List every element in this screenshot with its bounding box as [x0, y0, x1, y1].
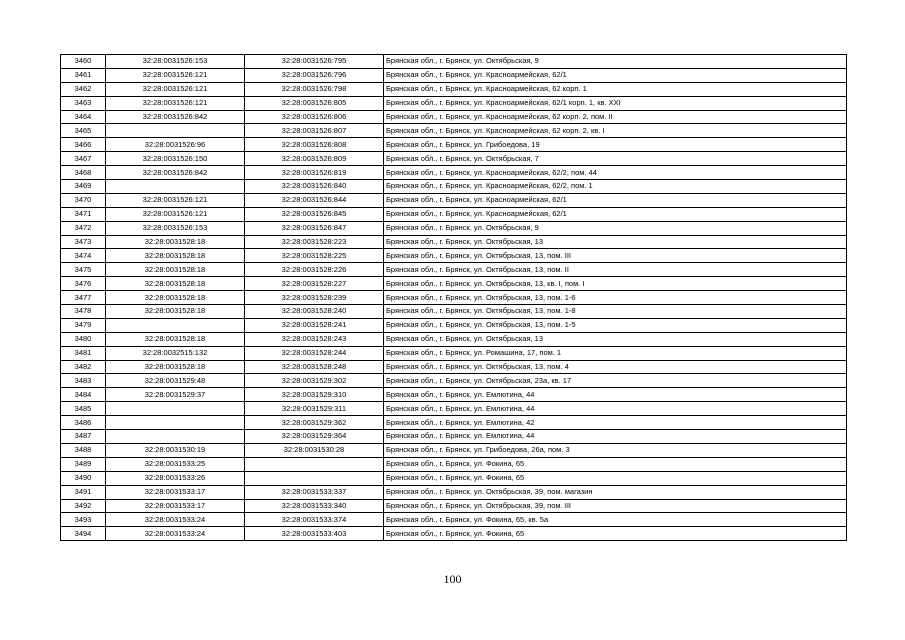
- table-row: [61, 360, 847, 374]
- table-row: [61, 235, 847, 249]
- table-row: [61, 332, 847, 346]
- building-cadastral-number-cell: 32:28:0031526:845: [245, 207, 384, 221]
- table-row: [61, 138, 847, 152]
- address-cell: Брянская обл., г. Брянск, ул. Ромашина, 17, пом. 1: [384, 346, 847, 360]
- building-cadastral-number-cell: 32:28:0031529:362: [245, 416, 384, 430]
- building-cadastral-number-cell: 32:28:0031526:840: [245, 180, 384, 194]
- building-cadastral-number-cell: 32:28:0031528:226: [245, 263, 384, 277]
- table-row: [61, 124, 847, 138]
- table-row: [61, 443, 847, 457]
- land-cadastral-number-cell: 32:28:0031526:121: [106, 82, 245, 96]
- land-cadastral-number-cell: 32:28:0031533:26: [106, 471, 245, 485]
- table-row: [61, 318, 847, 332]
- building-cadastral-number-cell: 32:28:0031533:374: [245, 513, 384, 527]
- table-row: [61, 180, 847, 194]
- table-row: [61, 221, 847, 235]
- row-number-cell: 3490: [61, 471, 106, 485]
- row-number-cell: 3473: [61, 235, 106, 249]
- table-row: [61, 402, 847, 416]
- building-cadastral-number-cell: 32:28:0031530:28: [245, 443, 384, 457]
- building-cadastral-number-cell: [245, 471, 384, 485]
- building-cadastral-number-cell: 32:28:0031528:244: [245, 346, 384, 360]
- table-row: [61, 152, 847, 166]
- address-cell: Брянская обл., г. Брянск, ул. Октябрьская, 13: [384, 332, 847, 346]
- land-cadastral-number-cell: 32:28:0031533:17: [106, 485, 245, 499]
- row-number-cell: 3464: [61, 110, 106, 124]
- address-cell: Брянская обл., г. Брянск, ул. Красноармейская, 62 корп. 2, пом. II: [384, 110, 847, 124]
- row-number-cell: 3491: [61, 485, 106, 499]
- table-row: [61, 499, 847, 513]
- table-row: [61, 471, 847, 485]
- row-number-cell: 3468: [61, 166, 106, 180]
- row-number-cell: 3466: [61, 138, 106, 152]
- address-cell: Брянская обл., г. Брянск, ул. Октябрьская, 39, пом. III: [384, 499, 847, 513]
- land-cadastral-number-cell: 32:28:0031526:121: [106, 96, 245, 110]
- row-number-cell: 3493: [61, 513, 106, 527]
- land-cadastral-number-cell: 32:28:0031528:18: [106, 291, 245, 305]
- row-number-cell: 3492: [61, 499, 106, 513]
- building-cadastral-number-cell: 32:28:0031533:340: [245, 499, 384, 513]
- building-cadastral-number-cell: 32:28:0031526:798: [245, 82, 384, 96]
- building-cadastral-number-cell: 32:28:0031526:844: [245, 193, 384, 207]
- row-number-cell: 3479: [61, 318, 106, 332]
- row-number-cell: 3463: [61, 96, 106, 110]
- address-cell: Брянская обл., г. Брянск, ул. Октябрьская, 13, пом. 1-8: [384, 305, 847, 319]
- address-cell: Брянская обл., г. Брянск, ул. Фокина, 65: [384, 457, 847, 471]
- building-cadastral-number-cell: 32:28:0031526:847: [245, 221, 384, 235]
- table-row: [61, 96, 847, 110]
- building-cadastral-number-cell: 32:28:0031526:809: [245, 152, 384, 166]
- address-cell: Брянская обл., г. Брянск, ул. Октябрьская, 9: [384, 221, 847, 235]
- row-number-cell: 3478: [61, 305, 106, 319]
- row-number-cell: 3476: [61, 277, 106, 291]
- building-cadastral-number-cell: 32:28:0031528:239: [245, 291, 384, 305]
- table-row: [61, 374, 847, 388]
- registry-table-body: [61, 55, 847, 541]
- address-cell: Брянская обл., г. Брянск, ул. Октябрьская, 13, кв. I, пом. I: [384, 277, 847, 291]
- building-cadastral-number-cell: 32:28:0031529:364: [245, 430, 384, 444]
- table-row: [61, 249, 847, 263]
- building-cadastral-number-cell: 32:28:0031526:795: [245, 55, 384, 69]
- address-cell: Брянская обл., г. Брянск, ул. Октябрьская, 13: [384, 235, 847, 249]
- building-cadastral-number-cell: 32:28:0031528:223: [245, 235, 384, 249]
- land-cadastral-number-cell: 32:28:0031533:24: [106, 513, 245, 527]
- table-row: [61, 82, 847, 96]
- building-cadastral-number-cell: 32:28:0031528:241: [245, 318, 384, 332]
- land-cadastral-number-cell: 32:28:0031528:18: [106, 235, 245, 249]
- building-cadastral-number-cell: 32:28:0031528:240: [245, 305, 384, 319]
- row-number-cell: 3477: [61, 291, 106, 305]
- building-cadastral-number-cell: 32:28:0031526:808: [245, 138, 384, 152]
- address-cell: Брянская обл., г. Брянск, ул. Фокина, 65: [384, 527, 847, 541]
- page-number: 100: [443, 572, 462, 586]
- building-cadastral-number-cell: 32:28:0031526:805: [245, 96, 384, 110]
- building-cadastral-number-cell: 32:28:0031533:403: [245, 527, 384, 541]
- row-number-cell: 3480: [61, 332, 106, 346]
- row-number-cell: 3475: [61, 263, 106, 277]
- building-cadastral-number-cell: 32:28:0031526:807: [245, 124, 384, 138]
- address-cell: Брянская обл., г. Брянск, ул. Красноармейская, 62/1: [384, 68, 847, 82]
- land-cadastral-number-cell: [106, 124, 245, 138]
- address-cell: Брянская обл., г. Брянск, ул. Октябрьская, 13, пом. 1-5: [384, 318, 847, 332]
- building-cadastral-number-cell: 32:28:0031528:225: [245, 249, 384, 263]
- land-cadastral-number-cell: [106, 416, 245, 430]
- land-cadastral-number-cell: 32:28:0031526:96: [106, 138, 245, 152]
- address-cell: Брянская обл., г. Брянск, ул. Красноармейская, 62/2, пом. 1: [384, 180, 847, 194]
- building-cadastral-number-cell: 32:28:0031528:227: [245, 277, 384, 291]
- property-registry-table: [60, 54, 847, 541]
- table-row: [61, 430, 847, 444]
- row-number-cell: 3469: [61, 180, 106, 194]
- address-cell: Брянская обл., г. Брянск, ул. Красноармейская, 62 корп. 2, кв. I: [384, 124, 847, 138]
- row-number-cell: 3470: [61, 193, 106, 207]
- row-number-cell: 3472: [61, 221, 106, 235]
- building-cadastral-number-cell: 32:28:0031528:243: [245, 332, 384, 346]
- address-cell: Брянская обл., г. Брянск, ул. Фокина, 65, кв. 5а: [384, 513, 847, 527]
- address-cell: Брянская обл., г. Брянск, ул. Октябрьская, 13, пом. 4: [384, 360, 847, 374]
- building-cadastral-number-cell: 32:28:0031529:311: [245, 402, 384, 416]
- table-row: [61, 110, 847, 124]
- land-cadastral-number-cell: 32:28:0031526:842: [106, 110, 245, 124]
- row-number-cell: 3460: [61, 55, 106, 69]
- table-row: [61, 193, 847, 207]
- land-cadastral-number-cell: 32:28:0031526:150: [106, 152, 245, 166]
- table-row: [61, 166, 847, 180]
- table-row: [61, 513, 847, 527]
- address-cell: Брянская обл., г. Брянск, ул. Фокина, 65: [384, 471, 847, 485]
- row-number-cell: 3467: [61, 152, 106, 166]
- address-cell: Брянская обл., г. Брянск, ул. Красноармейская, 62 корп. 1: [384, 82, 847, 96]
- table-row: [61, 55, 847, 69]
- address-cell: Брянская обл., г. Брянск, ул. Емлютина, 44: [384, 430, 847, 444]
- row-number-cell: 3488: [61, 443, 106, 457]
- land-cadastral-number-cell: 32:28:0031528:18: [106, 277, 245, 291]
- land-cadastral-number-cell: [106, 180, 245, 194]
- land-cadastral-number-cell: 32:28:0031526:153: [106, 55, 245, 69]
- address-cell: Брянская обл., г. Брянск, ул. Красноармейская, 62/1 корп. 1, кв. XXI: [384, 96, 847, 110]
- table-row: [61, 485, 847, 499]
- land-cadastral-number-cell: 32:28:0031526:121: [106, 207, 245, 221]
- address-cell: Брянская обл., г. Брянск, ул. Красноармейская, 62/1: [384, 207, 847, 221]
- row-number-cell: 3489: [61, 457, 106, 471]
- land-cadastral-number-cell: 32:28:0031528:18: [106, 332, 245, 346]
- row-number-cell: 3474: [61, 249, 106, 263]
- row-number-cell: 3487: [61, 430, 106, 444]
- building-cadastral-number-cell: 32:28:0031528:248: [245, 360, 384, 374]
- table-row: [61, 277, 847, 291]
- row-number-cell: 3462: [61, 82, 106, 96]
- building-cadastral-number-cell: [245, 457, 384, 471]
- address-cell: Брянская обл., г. Брянск, ул. Грибоедова, 26а, пом. 3: [384, 443, 847, 457]
- address-cell: Брянская обл., г. Брянск, ул. Октябрьская, 13, пом. III: [384, 249, 847, 263]
- land-cadastral-number-cell: 32:28:0031526:153: [106, 221, 245, 235]
- row-number-cell: 3483: [61, 374, 106, 388]
- address-cell: Брянская обл., г. Брянск, ул. Красноармейская, 62/1: [384, 193, 847, 207]
- land-cadastral-number-cell: 32:28:0031528:18: [106, 305, 245, 319]
- land-cadastral-number-cell: 32:28:0031526:842: [106, 166, 245, 180]
- land-cadastral-number-cell: 32:28:0031529:48: [106, 374, 245, 388]
- row-number-cell: 3484: [61, 388, 106, 402]
- row-number-cell: 3481: [61, 346, 106, 360]
- address-cell: Брянская обл., г. Брянск, ул. Октябрьская, 23а, кв. 17: [384, 374, 847, 388]
- table-row: [61, 527, 847, 541]
- building-cadastral-number-cell: 32:28:0031529:310: [245, 388, 384, 402]
- address-cell: Брянская обл., г. Брянск, ул. Октябрьская, 7: [384, 152, 847, 166]
- land-cadastral-number-cell: 32:28:0031528:18: [106, 263, 245, 277]
- land-cadastral-number-cell: [106, 318, 245, 332]
- row-number-cell: 3482: [61, 360, 106, 374]
- address-cell: Брянская обл., г. Брянск, ул. Грибоедова, 19: [384, 138, 847, 152]
- table-row: [61, 207, 847, 221]
- table-row: [61, 291, 847, 305]
- land-cadastral-number-cell: 32:28:0031528:18: [106, 249, 245, 263]
- row-number-cell: 3494: [61, 527, 106, 541]
- address-cell: Брянская обл., г. Брянск, ул. Емлютина, 42: [384, 416, 847, 430]
- land-cadastral-number-cell: [106, 402, 245, 416]
- land-cadastral-number-cell: 32:28:0031526:121: [106, 193, 245, 207]
- address-cell: Брянская обл., г. Брянск, ул. Октябрьская, 39, пом. магазин: [384, 485, 847, 499]
- land-cadastral-number-cell: 32:28:0031526:121: [106, 68, 245, 82]
- row-number-cell: 3471: [61, 207, 106, 221]
- table-row: [61, 68, 847, 82]
- building-cadastral-number-cell: 32:28:0031526:819: [245, 166, 384, 180]
- row-number-cell: 3486: [61, 416, 106, 430]
- address-cell: Брянская обл., г. Брянск, ул. Емлютина, 44: [384, 388, 847, 402]
- land-cadastral-number-cell: 32:28:0031533:24: [106, 527, 245, 541]
- building-cadastral-number-cell: 32:28:0031533:337: [245, 485, 384, 499]
- land-cadastral-number-cell: 32:28:0031533:17: [106, 499, 245, 513]
- land-cadastral-number-cell: 32:28:0032515:132: [106, 346, 245, 360]
- address-cell: Брянская обл., г. Брянск, ул. Октябрьская, 9: [384, 55, 847, 69]
- table-row: [61, 305, 847, 319]
- address-cell: Брянская обл., г. Брянск, ул. Октябрьская, 13, пом. II: [384, 263, 847, 277]
- land-cadastral-number-cell: 32:28:0031529:37: [106, 388, 245, 402]
- table-row: [61, 416, 847, 430]
- land-cadastral-number-cell: 32:28:0031528:18: [106, 360, 245, 374]
- row-number-cell: 3461: [61, 68, 106, 82]
- building-cadastral-number-cell: 32:28:0031526:806: [245, 110, 384, 124]
- row-number-cell: 3485: [61, 402, 106, 416]
- table-row: [61, 388, 847, 402]
- address-cell: Брянская обл., г. Брянск, ул. Красноармейская, 62/2, пом. 44: [384, 166, 847, 180]
- address-cell: Брянская обл., г. Брянск, ул. Емлютина, 44: [384, 402, 847, 416]
- land-cadastral-number-cell: 32:28:0031530:19: [106, 443, 245, 457]
- table-row: [61, 457, 847, 471]
- table-row: [61, 263, 847, 277]
- table-row: [61, 346, 847, 360]
- row-number-cell: 3465: [61, 124, 106, 138]
- land-cadastral-number-cell: 32:28:0031533:25: [106, 457, 245, 471]
- land-cadastral-number-cell: [106, 430, 245, 444]
- building-cadastral-number-cell: 32:28:0031526:796: [245, 68, 384, 82]
- building-cadastral-number-cell: 32:28:0031529:302: [245, 374, 384, 388]
- address-cell: Брянская обл., г. Брянск, ул. Октябрьская, 13, пом. 1-6: [384, 291, 847, 305]
